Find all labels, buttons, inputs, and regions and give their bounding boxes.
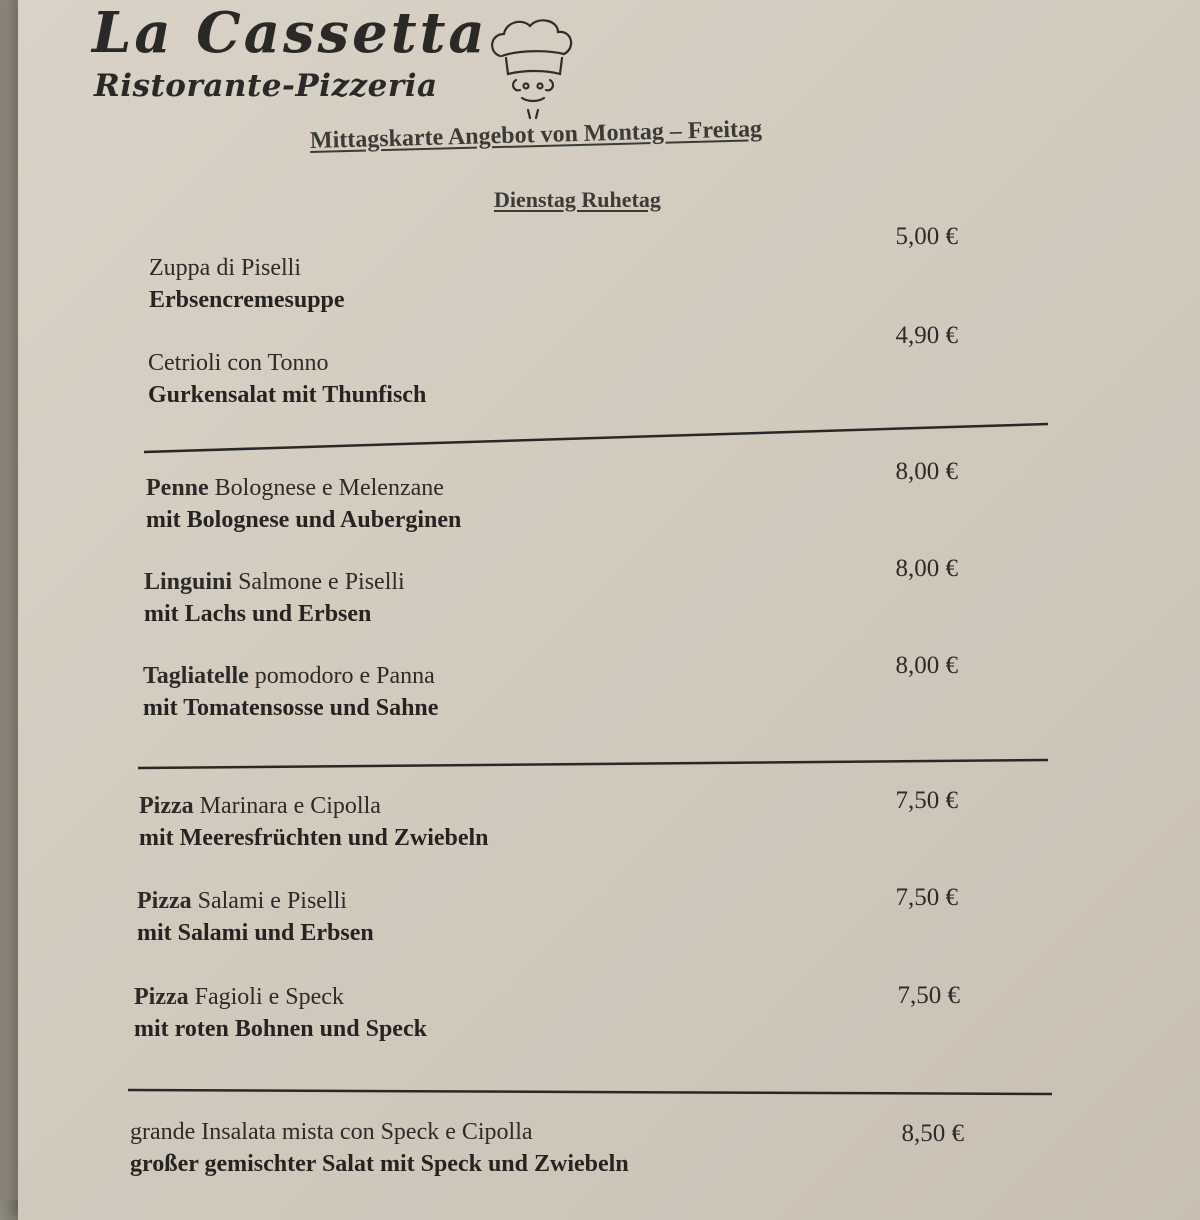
menu-item	[146, 472, 461, 536]
item-price: 7,50 €	[895, 884, 958, 911]
item-italian-name: Marinara e Cipolla	[193, 793, 381, 819]
item-italian-name: Cetrioli con Tonno	[148, 350, 329, 376]
item-italian-name: Fagioli e Speck	[188, 984, 344, 1010]
item-italian-name: Zuppa di Piselli	[149, 255, 301, 281]
menu-item	[134, 981, 427, 1045]
item-german-name: Erbsencremesuppe	[149, 287, 345, 313]
item-price: 8,00 €	[895, 555, 958, 582]
menu-item	[130, 1116, 629, 1180]
item-italian-bold: Penne	[146, 475, 209, 501]
item-price: 8,00 €	[895, 458, 958, 485]
item-german-name: mit Lachs und Erbsen	[144, 601, 372, 627]
divider-starters	[144, 424, 1048, 452]
item-italian-bold: Pizza	[137, 888, 192, 914]
item-german-name: mit roten Bohnen und Speck	[134, 1016, 427, 1042]
item-italian-bold: Pizza	[134, 984, 189, 1010]
item-italian-name: Salmone e Piselli	[232, 569, 405, 595]
item-italian-name: Bolognese e Melenzane	[208, 475, 444, 501]
divider-pasta	[138, 760, 1048, 768]
item-italian-bold: Tagliatelle	[143, 663, 249, 689]
menu-sheet	[18, 0, 1200, 1220]
item-italian-bold: Linguini	[144, 569, 233, 595]
menu-item	[137, 885, 374, 949]
divider-pizza	[128, 1090, 1052, 1094]
item-italian-bold: Pizza	[139, 793, 194, 819]
menu-item	[143, 660, 438, 724]
item-german-name: mit Salami und Erbsen	[137, 920, 374, 946]
menu-item	[144, 566, 405, 630]
restaurant-logo-name: La Cassetta	[92, 0, 488, 66]
menu-title: Mittagskarte Angebot von Montag – Freitag	[309, 116, 763, 154]
item-price: 5,00 €	[895, 223, 958, 250]
item-price: 8,00 €	[895, 652, 958, 679]
item-german-name: mit Meeresfrüchten und Zwiebeln	[139, 825, 489, 851]
item-price: 7,50 €	[895, 787, 958, 814]
item-italian-name: pomodoro e Panna	[248, 663, 435, 689]
item-price: 7,50 €	[897, 982, 960, 1009]
closed-day-notice: Dienstag Ruhetag	[494, 187, 661, 212]
restaurant-logo-subtitle: Ristorante-Pizzeria	[94, 68, 438, 104]
item-german-name: mit Bolognese und Auberginen	[146, 507, 462, 533]
item-price: 4,90 €	[895, 322, 958, 349]
item-german-name: großer gemischter Salat mit Speck und Zwiebeln	[130, 1151, 629, 1177]
item-italian-name: Salami e Piselli	[191, 888, 347, 914]
item-price: 8,50 €	[901, 1120, 964, 1147]
item-italian-name: grande Insalata mista con Speck e Cipolla	[130, 1119, 533, 1145]
menu-item	[139, 790, 489, 854]
item-german-name: mit Tomatensosse und Sahne	[143, 695, 439, 721]
item-german-name: Gurkensalat mit Thunfisch	[148, 382, 427, 408]
